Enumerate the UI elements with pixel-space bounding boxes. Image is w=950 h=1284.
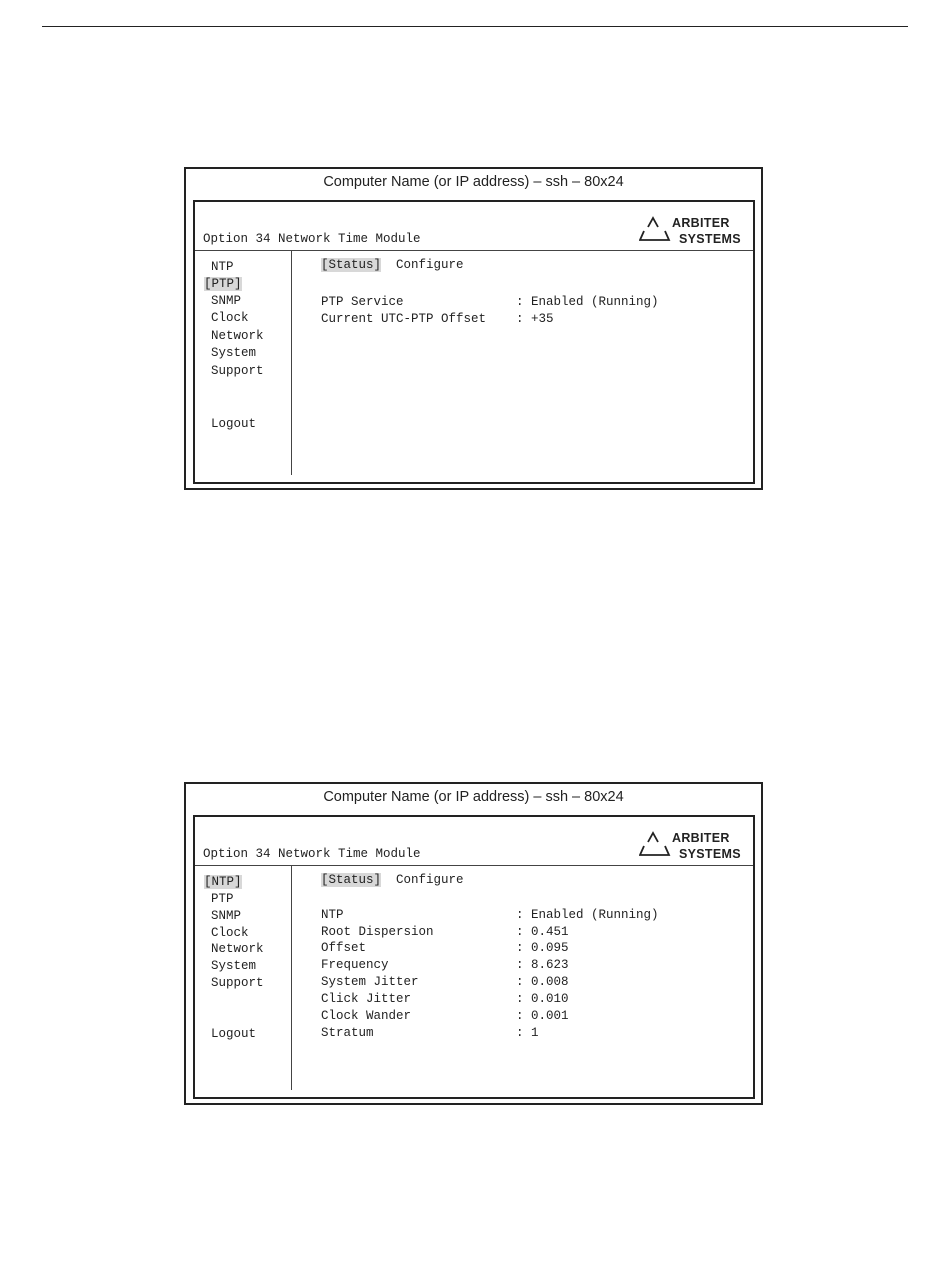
- field-label: Frequency: [321, 958, 389, 972]
- arbiter-triangle-logo-icon: [639, 216, 671, 244]
- menu-item-clock[interactable]: Clock: [211, 926, 249, 940]
- tab-configure[interactable]: Configure: [396, 873, 464, 887]
- arbiter-logo: [639, 831, 745, 863]
- menu-item-ntp-selected[interactable]: [204, 874, 242, 890]
- tab-bar: [321, 873, 464, 887]
- field-value: : 0.451: [516, 925, 569, 939]
- window-title: Computer Name (or IP address) – ssh – 80x24: [323, 789, 624, 805]
- field-value: : Enabled (Running): [516, 295, 659, 309]
- field-label: System Jitter: [321, 975, 419, 989]
- menu-item-system[interactable]: System: [211, 959, 257, 973]
- menu-item-support[interactable]: Support: [211, 976, 264, 990]
- field-label: Root Dispersion: [321, 925, 434, 939]
- field-value: : 0.095: [516, 941, 569, 955]
- tab-configure[interactable]: Configure: [396, 258, 464, 272]
- logo-line-1: ARBITER: [672, 831, 730, 845]
- menu-item-system[interactable]: System: [211, 346, 257, 360]
- field-label: NTP: [321, 908, 344, 922]
- tab-status[interactable]: [Status]: [321, 873, 382, 887]
- field-value: : 0.008: [516, 975, 569, 989]
- field-label: Stratum: [321, 1026, 374, 1040]
- menu-item-ptp[interactable]: PTP: [211, 892, 234, 906]
- menu-item-network[interactable]: Network: [211, 942, 264, 956]
- field-label: Clock Wander: [321, 1009, 412, 1023]
- menu-item-network[interactable]: Network: [211, 329, 264, 343]
- tab-status[interactable]: [Status]: [321, 258, 382, 272]
- menu-divider: [291, 251, 292, 475]
- ssh-window-ntp: [184, 782, 763, 1105]
- field-value: : Enabled (Running): [516, 908, 659, 922]
- menu-item-snmp[interactable]: SNMP: [211, 909, 242, 923]
- menu-item-label: [NTP]: [204, 875, 242, 889]
- menu-divider: [291, 866, 292, 1090]
- menu-item-support[interactable]: Support: [211, 364, 264, 378]
- menu-item-logout[interactable]: Logout: [211, 1027, 257, 1041]
- menu-item-ptp-selected[interactable]: [204, 276, 242, 292]
- field-label: Offset: [321, 941, 367, 955]
- arbiter-logo: [639, 216, 745, 248]
- logo-line-2: SYSTEMS: [679, 232, 741, 246]
- module-title: Option 34 Network Time Module: [203, 232, 421, 246]
- field-value: : 1: [516, 1026, 539, 1040]
- arbiter-triangle-logo-icon: [639, 831, 671, 859]
- page-top-rule: [42, 26, 908, 27]
- menu-item-clock[interactable]: Clock: [211, 311, 249, 325]
- window-title: Computer Name (or IP address) – ssh – 80x24: [323, 174, 624, 190]
- terminal-screen: [193, 815, 755, 1099]
- field-label: Current UTC-PTP Offset: [321, 312, 487, 326]
- logo-line-2: SYSTEMS: [679, 847, 741, 861]
- menu-item-label: [PTP]: [204, 277, 242, 291]
- header-divider: [195, 865, 753, 866]
- field-value: : 0.010: [516, 992, 569, 1006]
- module-title: Option 34 Network Time Module: [203, 847, 421, 861]
- field-label: Click Jitter: [321, 992, 412, 1006]
- menu-item-snmp[interactable]: SNMP: [211, 294, 242, 308]
- header-divider: [195, 250, 753, 251]
- field-label: PTP Service: [321, 295, 404, 309]
- field-value: : 0.001: [516, 1009, 569, 1023]
- logo-line-1: ARBITER: [672, 216, 730, 230]
- menu-item-logout[interactable]: Logout: [211, 417, 257, 431]
- ssh-window-ptp: [184, 167, 763, 490]
- field-value: : 8.623: [516, 958, 569, 972]
- menu-item-ntp[interactable]: NTP: [211, 260, 234, 274]
- field-value: : +35: [516, 312, 554, 326]
- terminal-screen: [193, 200, 755, 484]
- tab-bar: [321, 258, 464, 272]
